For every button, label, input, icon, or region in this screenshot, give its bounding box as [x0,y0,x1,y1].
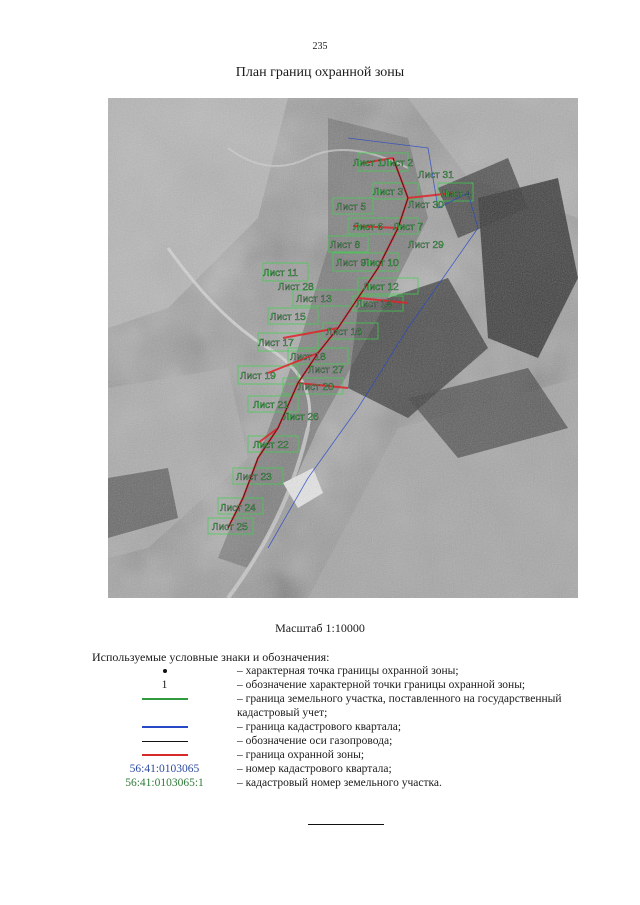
blue-line-icon [142,726,188,728]
footer-rule [308,824,384,825]
legend-desc: – характерная точка границы охранной зоны; [237,665,459,677]
quarter-number-sample: 56:41:0103065 [129,763,200,775]
legend-symbol [92,776,237,790]
legend-item [92,678,612,692]
sheet-label: Лист 3 [373,187,404,198]
sheet-label: Лист 24 [220,503,256,514]
legend-item [92,720,612,734]
sheet-label: Лист 14 [356,299,392,310]
sheet-label: Лист 16 [326,327,362,338]
legend [92,664,612,790]
legend-symbol [92,678,237,692]
legend-desc: – обозначение оси газопровода; [237,735,393,747]
sheet-label: Лист 1 [353,158,384,169]
legend-symbol [92,734,237,748]
sheet-label: Лист 27 [308,365,344,376]
legend-symbol [92,692,237,706]
red-line-icon [142,754,188,756]
legend-item [92,692,612,720]
sheet-label: Лист 2 [383,158,414,169]
sheet-label: Лист 12 [363,282,399,293]
sheet-label: Лист 20 [298,382,334,393]
page-title: План границ охранной зоны [235,65,405,80]
legend-desc: – граница кадастрового квартала; [237,721,402,733]
legend-desc: – обозначение характерной точки границы охранной зоны; [237,679,526,691]
legend-title: Используемые условные знаки и обозначения: [92,650,330,664]
legend-item [92,762,612,776]
sheet-label: Лист 10 [363,258,399,269]
legend-symbol [92,664,237,678]
sheet-label: Лист 7 [393,222,424,233]
green-line-icon [142,698,188,700]
point-number-sample: 1 [161,679,168,691]
sheet-label: Лист 21 [253,400,289,411]
sheet-label: Лист 8 [330,240,361,251]
legend-desc: – граница земельного участка, поставленного на государственный кадастровый учет; [237,693,562,719]
legend-item [92,734,612,748]
sheet-label: Лист 25 [212,522,248,533]
sheet-label: Лист 9 [336,258,367,269]
black-line-icon [142,741,188,742]
legend-symbol [92,762,237,776]
sheet-label: Лист 22 [253,440,289,451]
sheet-label: Лист 17 [258,338,294,349]
sheet-label: Лист 29 [408,240,444,251]
sheet-label: Лист 28 [278,282,314,293]
legend-desc: – граница охранной зоны; [237,749,365,761]
sheet-label: Лист 23 [236,472,272,483]
legend-desc: – номер кадастрового квартала; [237,763,392,775]
legend-symbol [92,748,237,762]
legend-symbol [92,720,237,734]
aerial-map [108,98,578,598]
point-dot-icon [163,669,167,673]
sheet-label: Лист 31 [418,170,454,181]
sheet-label: Лист 26 [283,412,319,423]
sheet-label: Лист 30 [408,200,444,211]
sheet-label: Лист 13 [296,294,332,305]
sheet-label: Лист 19 [240,371,276,382]
sheet-label: Лист 11 [263,268,298,279]
sheet-label: Лист 5 [336,202,367,213]
legend-item [92,748,612,762]
sheet-label: Лист 4 [441,189,472,200]
scale-label: Масштаб 1:10000 [275,621,365,635]
legend-item [92,664,612,678]
sheet-label: Лист 6 [353,222,384,233]
legend-item [92,776,612,790]
parcel-number-sample: 56:41:0103065:1 [125,777,204,789]
aerial-map-svg [108,98,578,598]
page-number: 235 [312,41,328,52]
sheet-label: Лист 18 [290,352,326,363]
legend-desc: – кадастровый номер земельного участка. [237,777,442,789]
sheet-label: Лист 15 [270,312,306,323]
